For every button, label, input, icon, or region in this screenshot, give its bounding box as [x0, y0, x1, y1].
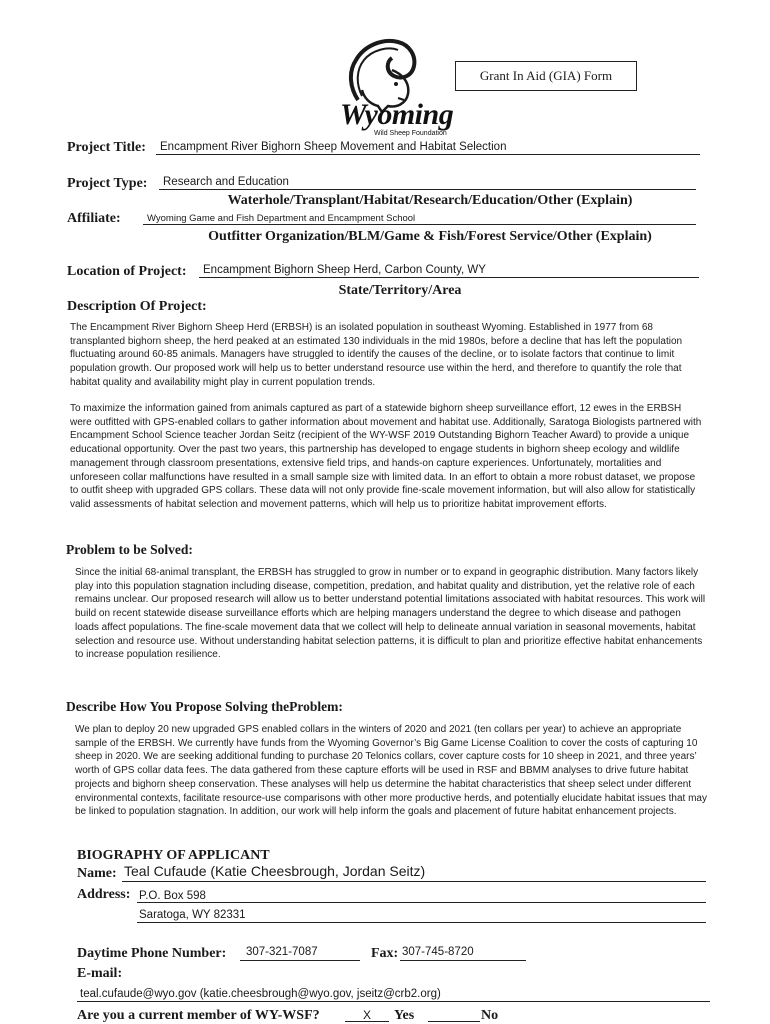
project-type-options: Waterhole/Transplant/Habitat/Research/Education/Other (Explain) — [227, 193, 633, 208]
description-paragraph-2: To maximize the information gained from animals captured as part of a statewide bighorn sheep surveillance effort, 12 ewes in the ERBSH were outfitted with GPS-enabled collars to gather information about movement and habitat use. Additionally, Saratoga Biologists partnered with Encampment School Science teacher Jordan Seitz (recipient of the WY-WSF 2019 Outstanding Bighorn Teacher Award) to provide a unique educational opportunity. Over the past two years, this partnership has developed to engage students in bighorn sheep ecology and wildlife management through classroom presentations, extensive field trips, and hands-on capture experiences. Unfortunately, mortalities and unforeseen collar malfunctions have resulted in a small sample size with limited data. In an effort to obtain a more robust dataset, we propose to outfit sheep with upgraded GPS collars. These data will not only provide fine-scale movement information, but will also allow for statistically valid assessments of habitat selection and movement patterns, which will help us to prioritize habitat improvement efforts. — [70, 403, 702, 510]
affiliate-value: Wyoming Game and Fish Department and Encampment School — [147, 213, 416, 224]
location-hint: State/Territory/Area — [338, 283, 462, 298]
project-title-field[interactable] — [156, 137, 700, 155]
name-field[interactable] — [122, 863, 706, 882]
problem-text: Since the initial 68-animal transplant, the ERBSH has struggled to grow in number or to expand in geographic distribution. Many factors likely play into this population stagnation including disease, competition, predation, and habitat quality and distribution, yet the relative role of each remains unclear. Our proposed research will allow us to better understand potential limitations associated with habitat resources. This work will build on recent statewide disease surveillance efforts which are helping managers understand the degree to which disease and pathogen loads affect populations. The fine-scale movement data that we collect will help to delineate annual variation in seasonal movements, habitat selection and resource use. Without understanding habitat selection patterns, it is difficult to plan and prioritize effective habitat enhancements to increase population resilience. — [75, 567, 706, 661]
project-title-label: Project Title: — [67, 140, 146, 155]
location-value: Encampment Bighorn Sheep Herd, Carbon County, WY — [203, 264, 486, 276]
email-value: teal.cufaude@wyo.gov (katie.cheesbrough@wyo.gov, jseitz@crb2.org) — [80, 988, 441, 1000]
affiliate-field[interactable] — [143, 208, 696, 225]
fax-value: 307-745-8720 — [402, 946, 474, 958]
project-type-field[interactable] — [159, 172, 696, 190]
description-paragraph-1: The Encampment River Bighorn Sheep Herd (ERBSH) is an isolated population in southeast Wyoming. Established in 1977 from 68 transplanted bighorn sheep, the herd peaked at an estimated 130 individuals in the mid 1980s, before a decline that has left the population fluctuating around 60-85 animals. Managers have struggled to identify the causes of the decline, or to isolate factors that continue to limit population growth. Our proposed work will help us to better understand resource use within the herd, and therefore to quantify the role that habitat quality and availability might play in current population trends. — [70, 322, 683, 388]
member-yes-label: Yes — [394, 1008, 415, 1023]
name-label: Name: — [77, 866, 117, 881]
address-line1-field[interactable] — [137, 886, 706, 903]
project-type-label: Project Type: — [67, 176, 148, 191]
affiliate-options: Outfitter Organization/BLM/Game & Fish/Forest Service/Other (Explain) — [208, 229, 652, 244]
project-title-value: Encampment River Bighorn Sheep Movement and Habitat Selection — [160, 141, 507, 153]
member-question: Are you a current member of WY-WSF? — [77, 1008, 320, 1023]
solution-heading: Describe How You Propose Solving theProblem: — [66, 699, 343, 714]
email-field[interactable] — [77, 984, 710, 1002]
logo-wordmark: Wyoming — [340, 98, 454, 131]
form-type-label: Grant In Aid (GIA) Form — [479, 68, 613, 83]
name-value: Teal Cufaude (Katie Cheesbrough, Jordan Seitz) — [124, 863, 426, 879]
problem-heading: Problem to be Solved: — [66, 542, 193, 557]
biography-heading: BIOGRAPHY OF APPLICANT — [77, 848, 270, 863]
member-yes-field[interactable] — [345, 1006, 389, 1022]
member-no-label: No — [481, 1008, 499, 1023]
fax-field[interactable] — [400, 942, 526, 961]
logo — [298, 30, 468, 142]
logo-subtext: Wild Sheep Foundation — [374, 130, 447, 137]
member-yes-mark: X — [362, 1008, 371, 1022]
address-line1-value: P.O. Box 598 — [139, 890, 206, 902]
form-type-box — [455, 61, 637, 91]
address-line2-value: Saratoga, WY 82331 — [139, 909, 246, 921]
project-type-value: Research and Education — [163, 176, 289, 188]
address-line2-field[interactable] — [137, 905, 706, 923]
fax-label: Fax: — [371, 946, 399, 961]
phone-value: 307-321-7087 — [246, 946, 318, 958]
location-field[interactable] — [199, 260, 699, 278]
email-label: E-mail: — [77, 966, 123, 981]
member-no-field[interactable] — [428, 1006, 480, 1022]
affiliate-label: Affiliate: — [67, 211, 121, 226]
location-label: Location of Project: — [67, 264, 187, 279]
phone-label: Daytime Phone Number: — [77, 946, 227, 961]
solution-text: We plan to deploy 20 new upgraded GPS enabled collars in the winters of 2020 and 2021 (ten collars per year) to achieve an appropriate sample of the ERBSH. We currently have funds from the Wyoming Governor’s Big Game License Coalition to cover the costs of capturing 10 sheep in 2020. We are seeking additional funding to purchase 20 Telonics collars, cover capture costs for 10 sheep in 2021, and three years’ worth of GPS collar data fees. The data gathered from these capture efforts will be used in RSF and BBMM analyses to drive future habitat projects and bighorn sheep conservation. These analyses will help us determine the habitat characteristics that sheep select under different environmental contexts, facilitate resource-use comparisons with other more productive herds, and potentially elucidate habitat issues that may be linked to population stagnation. In addition, our work will help inform the goals and placement of future habitat enhancement projects. — [75, 724, 707, 818]
phone-field[interactable] — [240, 942, 360, 961]
description-heading: Description Of Project: — [67, 299, 207, 314]
address-label: Address: — [77, 887, 131, 902]
